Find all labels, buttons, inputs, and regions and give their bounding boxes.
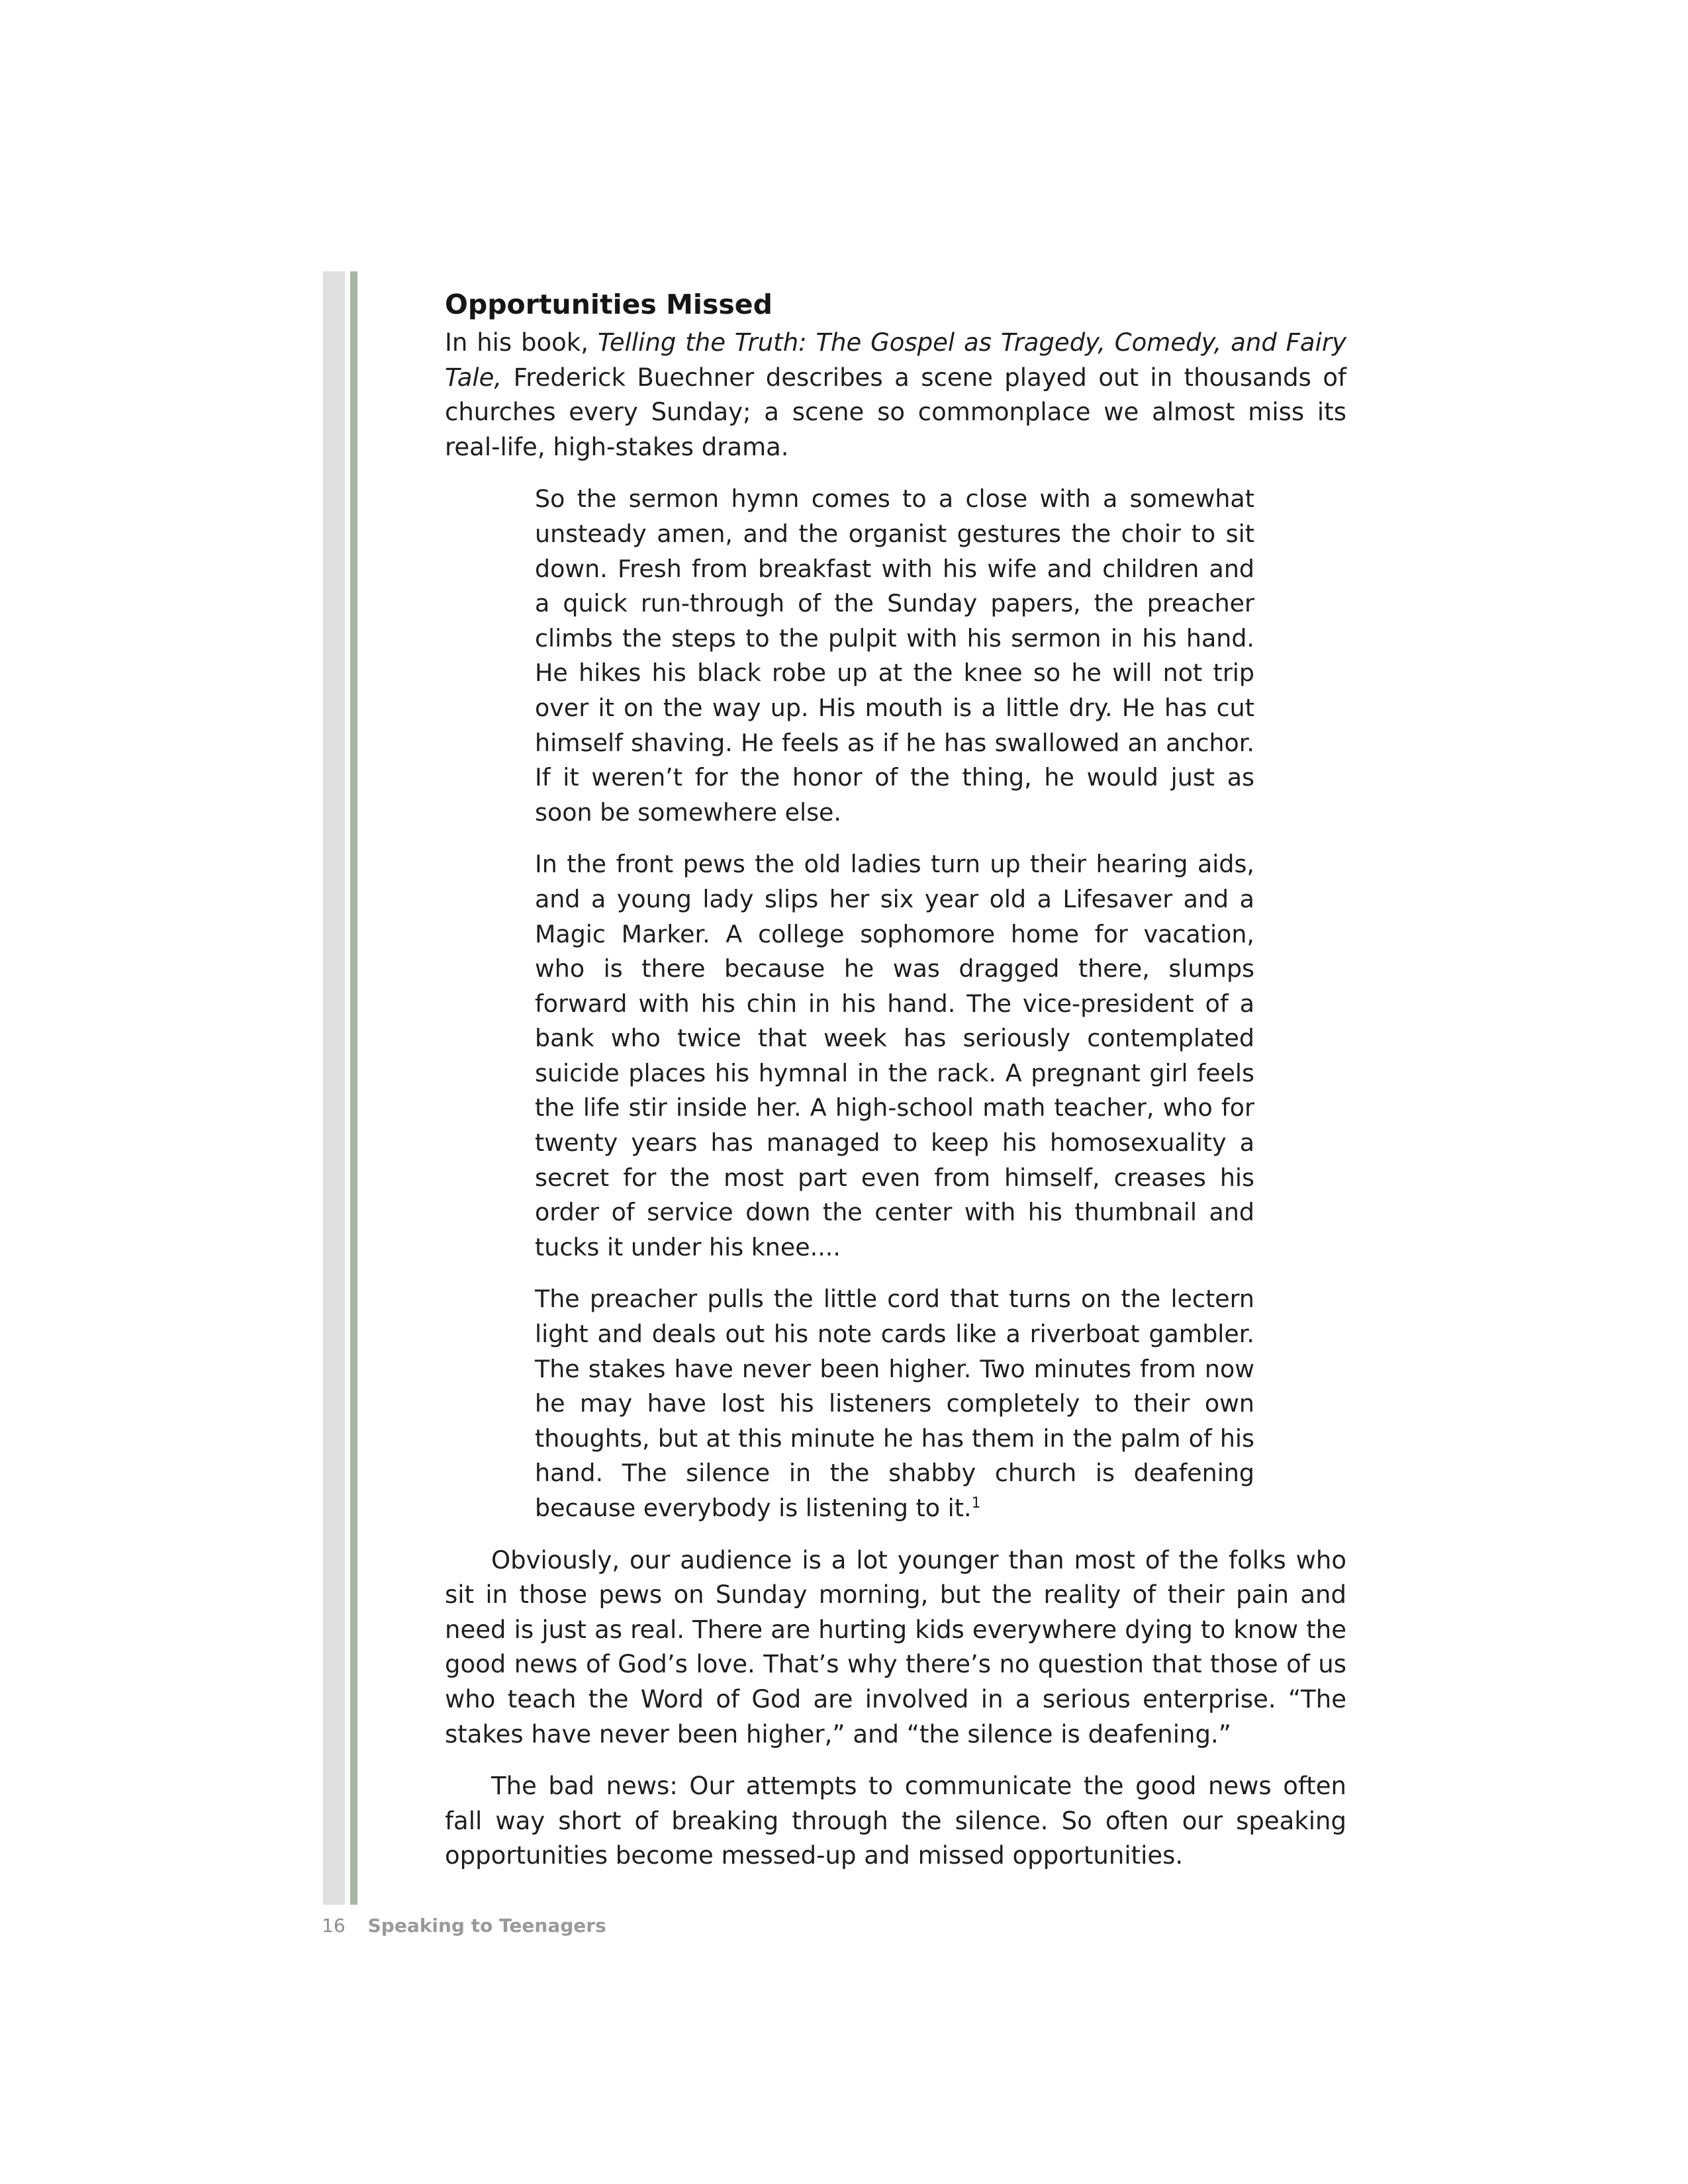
intro-paragraph [445,326,1346,465]
margin-green-rule [350,271,357,1905]
section-heading: Opportunities Missed [445,289,773,320]
page-footer [322,1913,606,1939]
body-paragraph: The bad news: Our attempts to communicate the good news often fall way short of breaking through the silence. So often our speaking opportunities become messed-up and missed opportunities. [445,1772,1346,1870]
book-title: Telling the Truth: The Gospel as Tragedy, Comedy, and Fairy Tale, [445,328,1346,392]
quote-paragraph: So the sermon hymn comes to a close with a somewhat unsteady amen, and the organist gestures the choir to sit down. Fresh from breakfast with his wife and children and a quick run-through of the Sunday papers, the preacher climbs the steps to the pulpit with his sermon in his hand. He hikes his black robe up at the knee so he will not trip over it on the way up. His mouth is a little dry. He has cut himself shaving. He feels as if he has swallowed an anchor. If it weren’t for the honor of the thing, he would just as soon be somewhere else. [535,484,1254,827]
intro-rest-text: Frederick Buechner describes a scene played out in thousands of churches every Sunday; a scene so commonplace we almost miss its real-life, high-stakes drama. [445,363,1346,461]
quote-paragraph-last [535,1282,1254,1525]
intro-lead-text: In his book, [445,328,598,357]
quote-last-text: The preacher pulls the little cord that turns on the lectern light and deals out his note cards like a riverboat gambler. The stakes have never been higher. Two minutes from now he may have lost his listeners completely to their own thoughts, but at this minute he has them in the palm of his hand. The silence in the shabby church is deafening because everybody is listening to it. [535,1285,1254,1522]
page-number: 16 [322,1915,346,1936]
quote-paragraph: In the front pews the old ladies turn up their hearing aids, and a young lady slips her six year old a Lifesaver and a Magic Marker. A college sophomore home for vacation, who is there because he was dragged there, slumps forward with his chin in his hand. The vice-president of a bank who twice that week has seriously contemplated suicide places his hymnal in the rack. A pregnant girl feels the life stir inside her. A high-school math teacher, who for twenty years has managed to keep his homosexuality a secret for the most part even from himself, creases his order of service down the center with his thumbnail and tucks it under his knee.... [535,850,1254,1261]
body-paragraph: Obviously, our audience is a lot younger than most of the folks who sit in those pews on Sunday morning, but the reality of their pain and need is just as real. There are hurting kids everywhere dying to know the good news of God’s love. That’s why there’s no question that those of us who teach the Word of God are involved in a serious enterprise. “The stakes have never been higher,” and “the silence is deafening.” [445,1545,1346,1749]
footnote-marker[interactable]: 1 [971,1494,981,1512]
block-quote [535,482,1254,1525]
running-title: Speaking to Teenagers [367,1915,606,1936]
margin-gray-bar [323,271,345,1905]
page-content [445,285,1346,1874]
